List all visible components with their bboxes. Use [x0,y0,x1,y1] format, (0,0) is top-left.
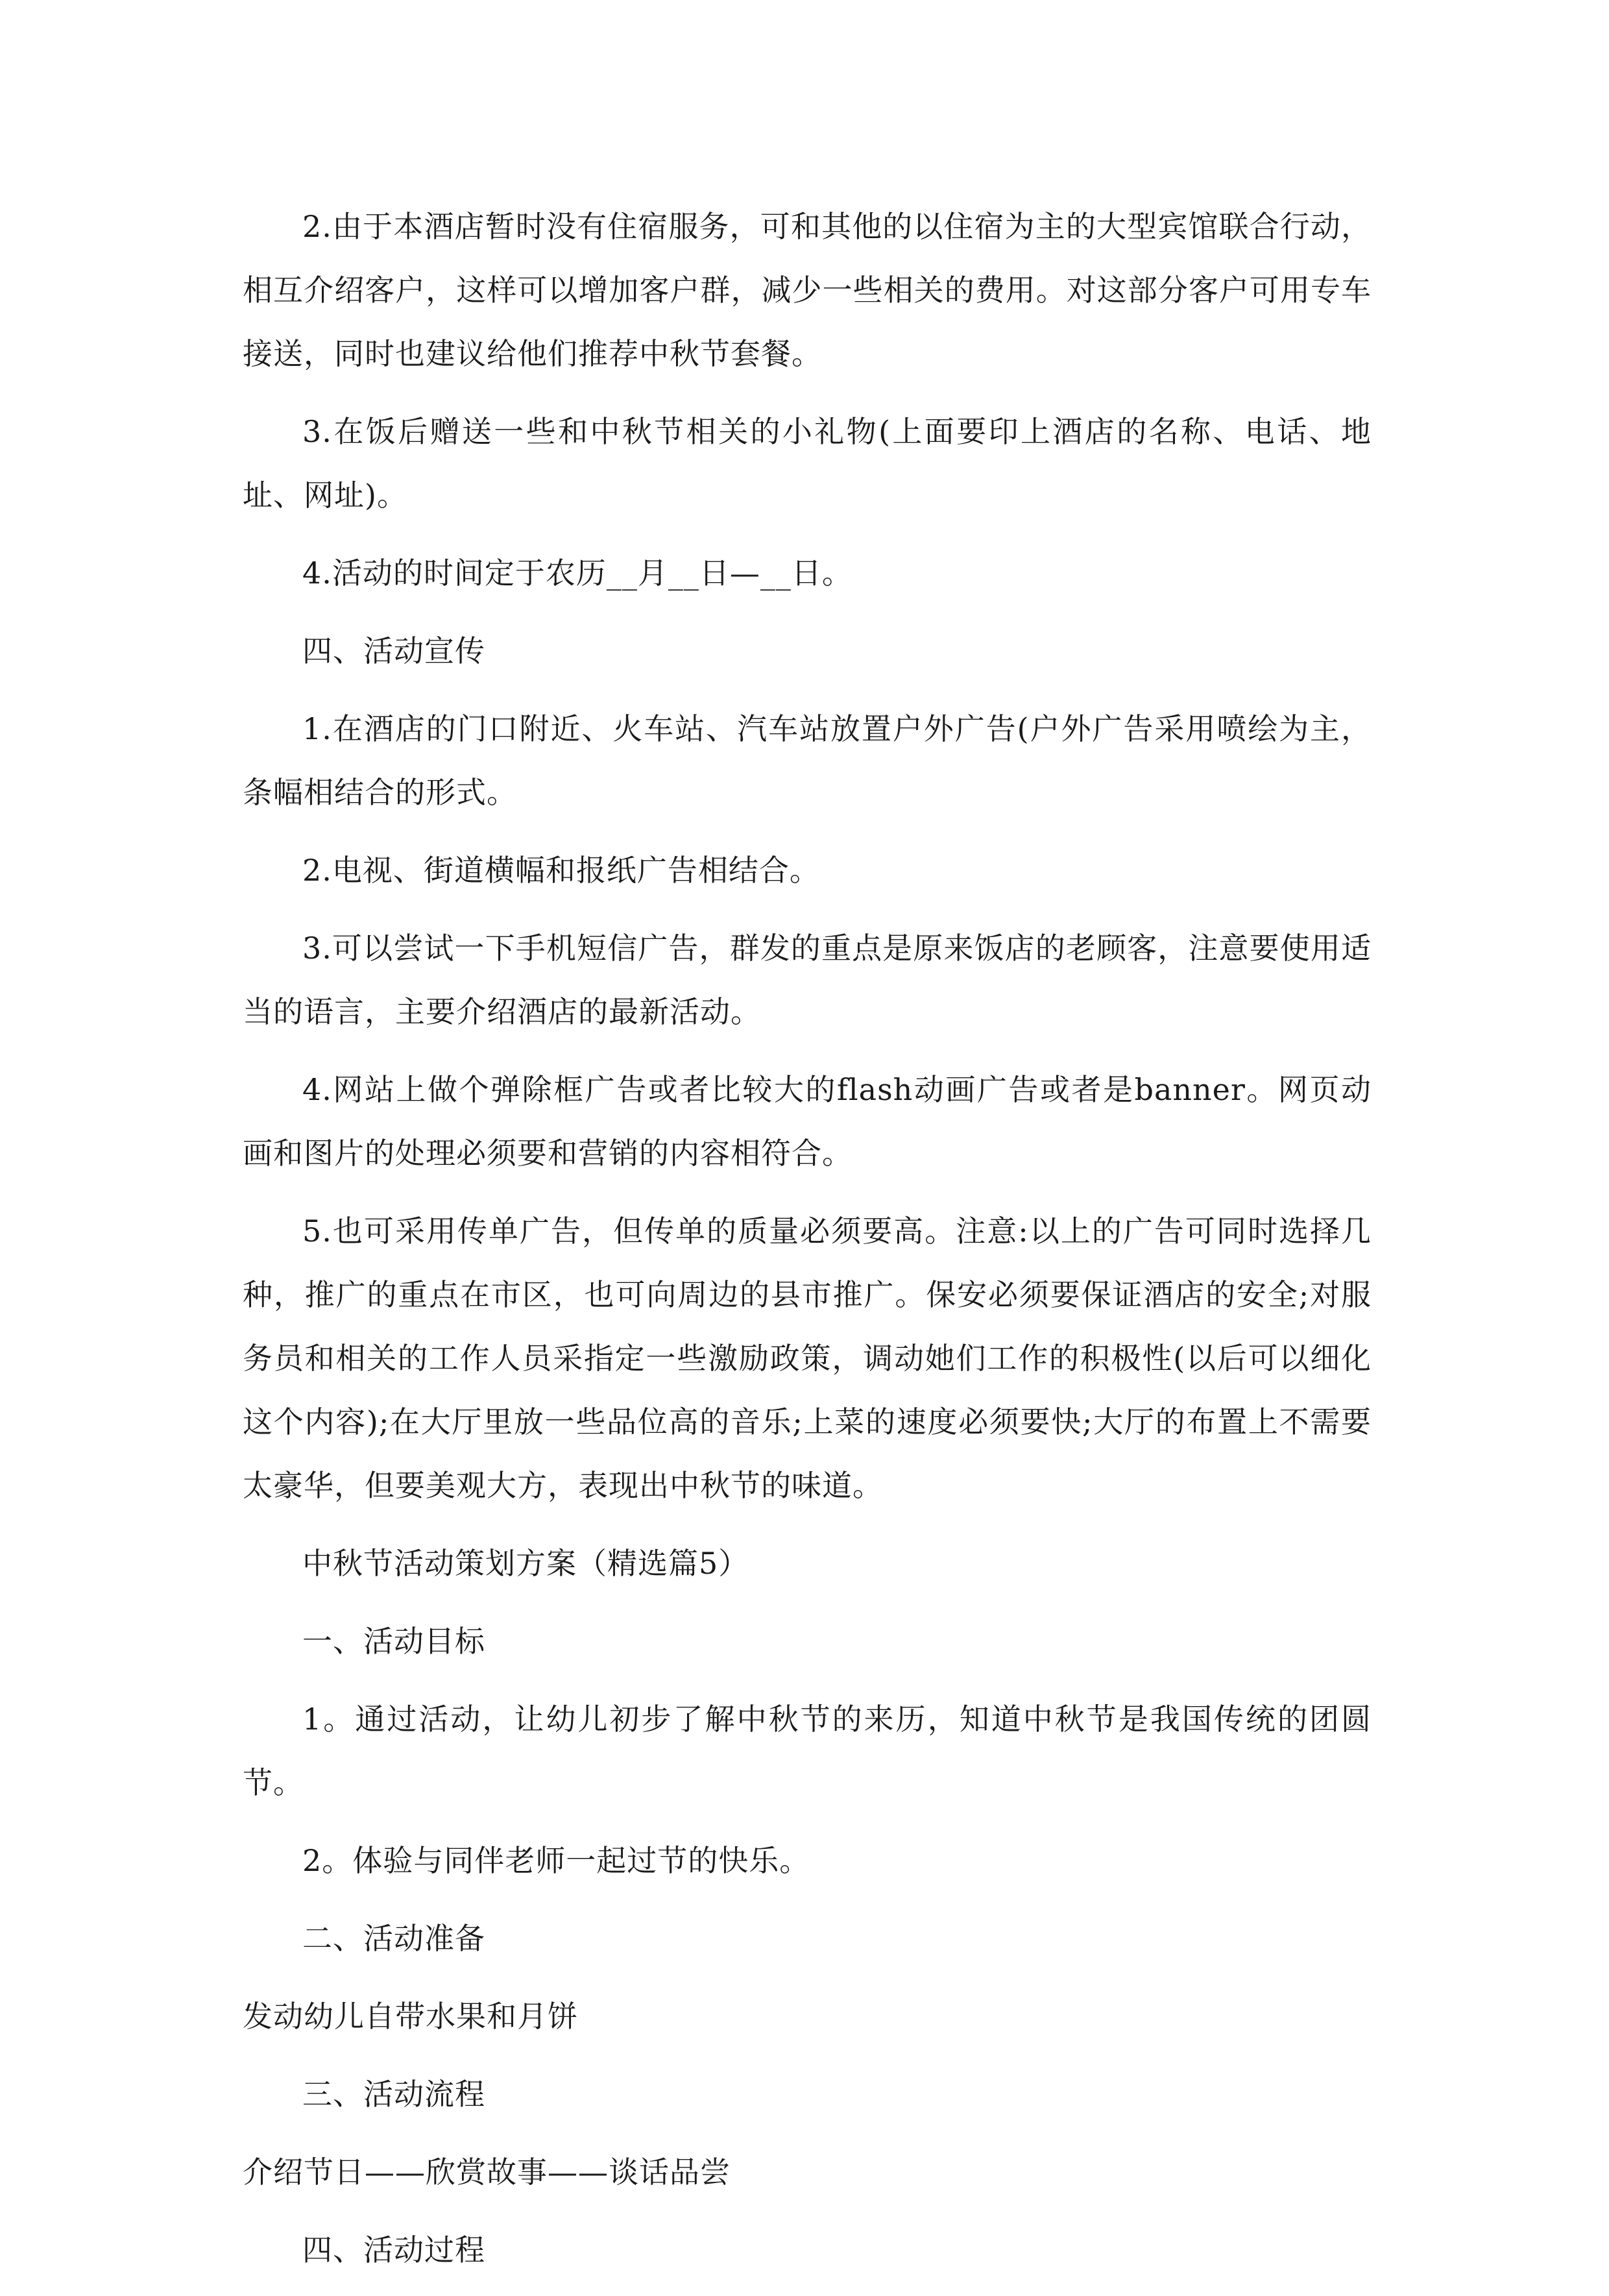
section-heading: 四、活动宣传 [302,633,485,668]
paragraph: 4.网站上做个弹除框广告或者比较大的flash动画广告或者是banner。网页动画和图片的处理必须要和营销的内容相符合。 [243,1072,1372,1171]
section-heading: 四、活动过程 [302,2232,485,2267]
paragraph: 1。通过活动，让幼儿初步了解中秋节的来历，知道中秋节是我国传统的团圆节。 [243,1702,1372,1800]
paragraph: 2.电视、街道横幅和报纸广告相结合。 [302,853,820,888]
paragraph: 介绍节日——欣赏故事——谈话品尝 [243,2155,731,2190]
section-heading: 三、活动流程 [302,2077,485,2112]
paragraph: 1.在酒店的门口附近、火车站、汽车站放置户外广告(户外广告采用喷绘为主，条幅相结合的形式。 [243,711,1372,810]
paragraph: 5.也可采用传单广告，但传单的质量必须要高。注意:以上的广告可同时选择几种，推广的重点在市区，也可向周边的县市推广。保安必须要保证酒店的安全;对服务员和相关的工作人员采指定一些激励政策，调动她们工作的积极性(以后可以细化这个内容);在大厅里放一些品位高的音乐;上菜的速度必须要快;大厅的布置上不需要太豪华，但要美观大方，表现出中秋节的味道。 [243,1214,1372,1503]
section-title: 中秋节活动策划方案（精选篇5） [302,1546,749,1581]
document-body [243,195,1372,2296]
paragraph: 3.可以尝试一下手机短信广告，群发的重点是原来饭店的老顾客，注意要使用适当的语言，主要介绍酒店的最新活动。 [243,931,1372,1029]
paragraph: 2.由于本酒店暂时没有住宿服务，可和其他的以住宿为主的大型宾馆联合行动，相互介绍客户，这样可以增加客户群，减少一些相关的费用。对这部分客户可用专车接送，同时也建议给他们推荐中秋节套餐。 [243,209,1372,371]
paragraph: 3.在饭后赠送一些和中秋节相关的小礼物(上面要印上酒店的名称、电话、地址、网址)。 [243,414,1372,513]
paragraph: 发动幼儿自带水果和月饼 [243,1999,578,2034]
paragraph: 4.活动的时间定于农历__月__日—__日。 [302,556,853,591]
paragraph: 2。体验与同伴老师一起过节的快乐。 [302,1843,810,1878]
section-heading: 一、活动目标 [302,1624,485,1659]
section-heading: 二、活动准备 [302,1921,485,1956]
